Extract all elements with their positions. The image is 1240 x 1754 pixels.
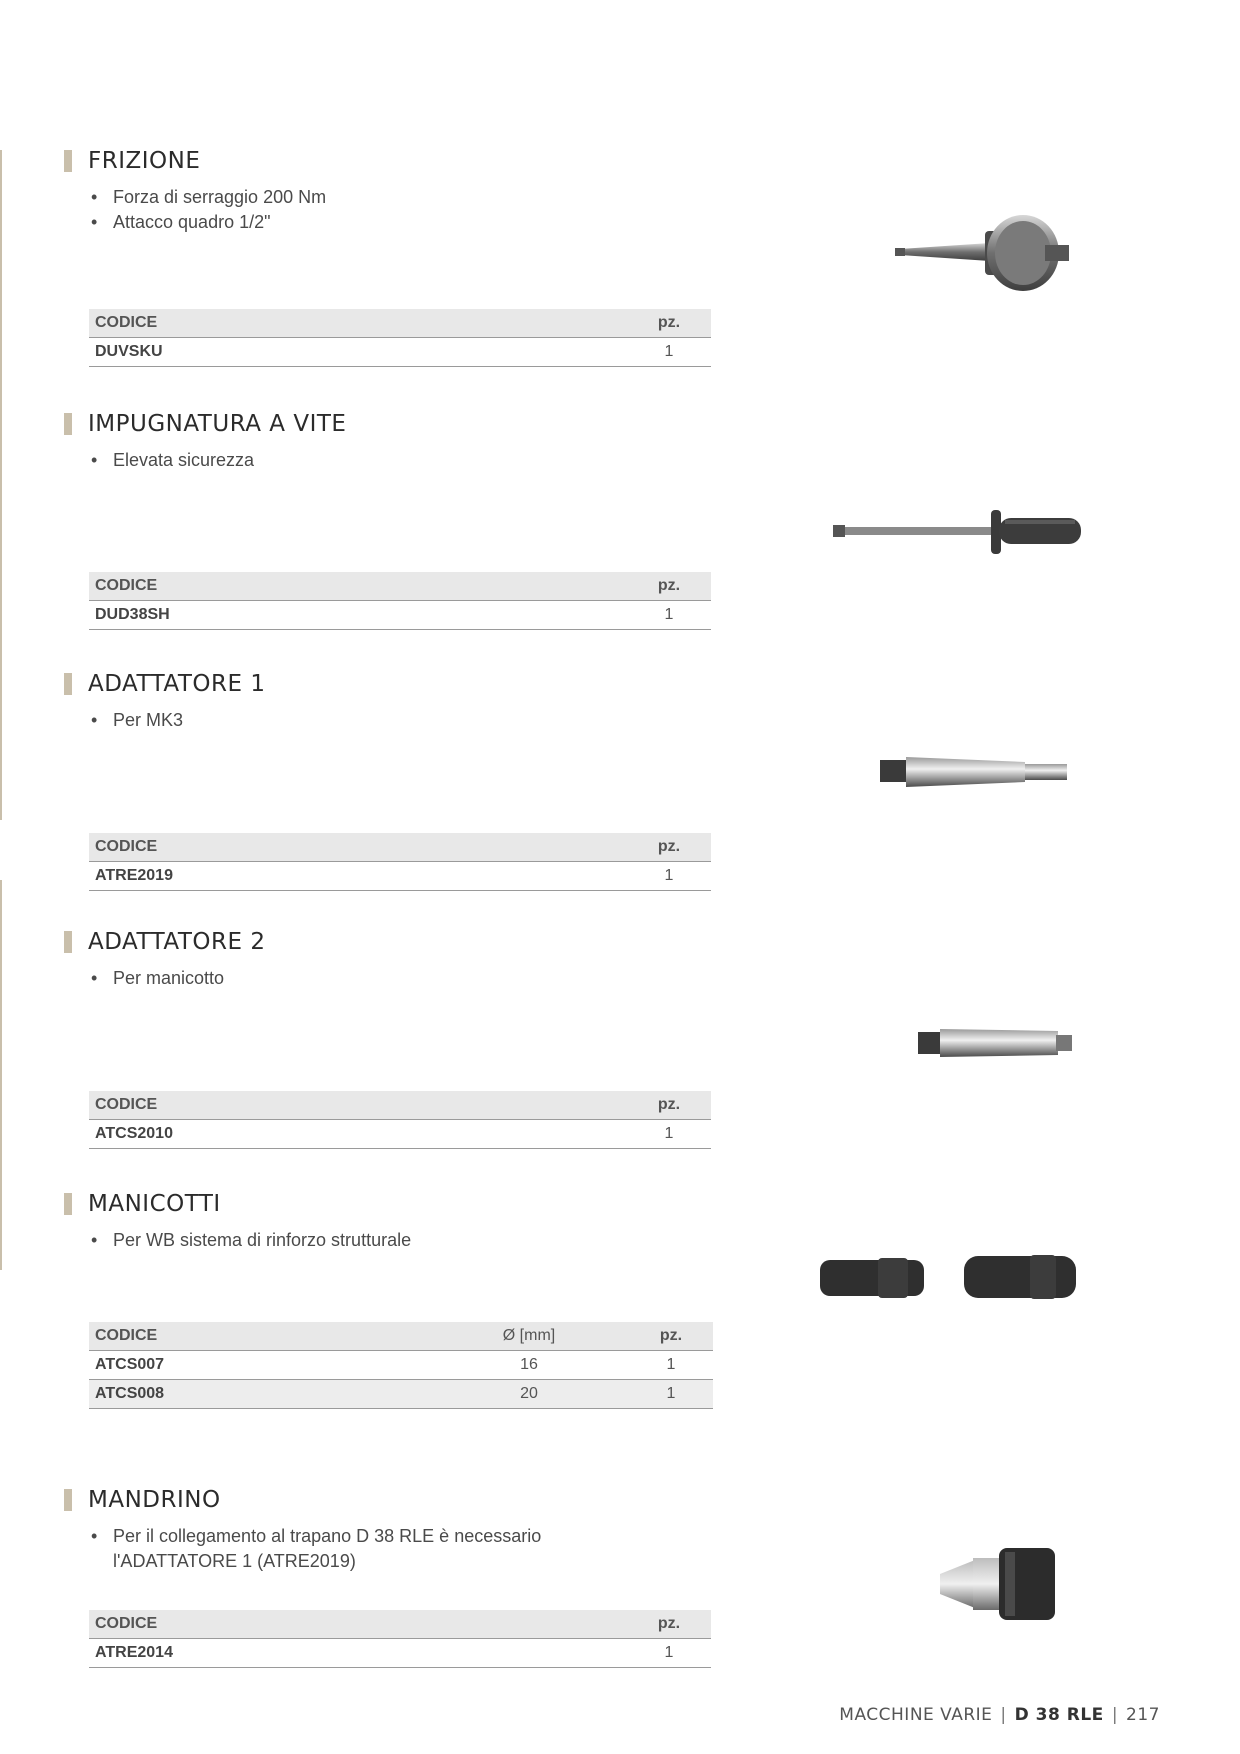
footer-category: MACCHINE VARIE [839,1705,993,1725]
header-pz: pz. [627,1610,711,1639]
table-row [89,1351,713,1380]
sleeves-icon [820,1250,1080,1305]
title-accent-bar [64,413,72,435]
table-row [89,862,711,891]
title-accent-bar [64,1489,72,1511]
cell-code: ATRE2014 [89,1639,627,1668]
header-codice: CODICE [89,309,627,338]
title-accent-bar [64,150,72,172]
header-pz: pz. [627,1091,711,1120]
cell-qty: 1 [627,1639,711,1668]
header-pz: pz. [629,1322,713,1351]
footer-separator: | [1000,1705,1007,1725]
cell-code: ATRE2019 [89,862,627,891]
feature-item: • Attacco quadro 1/2" [89,210,633,235]
feature-item: • Elevata sicurezza [89,448,633,473]
product-table [89,572,711,630]
feature-list [89,185,633,235]
cell-qty: 1 [627,862,711,891]
section-title-text: FRIZIONE [88,148,201,174]
table-row [89,338,711,367]
cell-code: ATCS008 [89,1380,429,1409]
title-accent-bar [64,1193,72,1215]
page-edge-accent [0,150,2,820]
feature-list [89,448,633,473]
taper-adapter-icon [880,752,1070,792]
section-title-text: MANICOTTI [88,1191,221,1217]
page-footer [839,1705,1160,1725]
feature-list [89,1228,633,1253]
cell-code: DUVSKU [89,338,627,367]
footer-separator: | [1111,1705,1119,1725]
page-edge-accent [0,880,2,1270]
cell-qty: 1 [629,1351,713,1380]
product-table [89,1610,711,1668]
feature-list [89,966,633,991]
product-table [89,833,711,891]
cell-qty: 1 [627,601,711,630]
cell-code: DUD38SH [89,601,627,630]
header-codice: CODICE [89,833,627,862]
header-pz: pz. [627,572,711,601]
feature-item: • Per manicotto [89,966,633,991]
feature-item: • Per WB sistema di rinforzo strutturale [89,1228,633,1253]
feature-item: • Per MK3 [89,708,633,733]
feature-list [89,1524,633,1574]
section-title-text: ADATTATORE 2 [88,929,266,955]
section-title [64,1486,221,1514]
section-title [64,1190,221,1218]
drill-chuck-icon [935,1544,1060,1624]
header-codice: CODICE [89,1091,627,1120]
cell-diameter: 16 [429,1351,629,1380]
header-codice: CODICE [89,1322,429,1351]
footer-model: D 38 RLE [1014,1705,1104,1725]
section-title-text: IMPUGNATURA A VITE [88,411,347,437]
table-row [89,1639,711,1668]
section-title-text: ADATTATORE 1 [88,671,266,697]
cell-code: ATCS007 [89,1351,429,1380]
cell-code: ATCS2010 [89,1120,627,1149]
header-pz: pz. [627,309,711,338]
feature-list [89,708,633,733]
section-title [64,410,346,438]
table-row [89,1120,711,1149]
table-row [89,601,711,630]
feature-item: • Per il collegamento al trapano D 38 RLE è necessario l'ADATTATORE 1 (ATRE2019) [89,1524,633,1574]
section-title [64,928,265,956]
cell-qty: 1 [627,1120,711,1149]
section-title-text: MANDRINO [88,1487,221,1513]
section-title [64,670,265,698]
cell-qty: 1 [629,1380,713,1409]
section-title [64,147,200,175]
product-table [89,1091,711,1149]
product-table [89,309,711,367]
header-codice: CODICE [89,1610,627,1639]
header-codice: CODICE [89,572,627,601]
cell-diameter: 20 [429,1380,629,1409]
sleeve-adapter-icon [918,1023,1078,1063]
product-table [89,1322,713,1409]
page-number: 217 [1126,1705,1160,1725]
title-accent-bar [64,673,72,695]
slip-clutch-icon [895,209,1080,299]
table-row [89,1380,713,1409]
header-diameter: Ø [mm] [429,1322,629,1351]
feature-item: • Forza di serraggio 200 Nm [89,185,633,210]
title-accent-bar [64,931,72,953]
header-pz: pz. [627,833,711,862]
screw-handle-icon [833,502,1088,562]
cell-qty: 1 [627,338,711,367]
